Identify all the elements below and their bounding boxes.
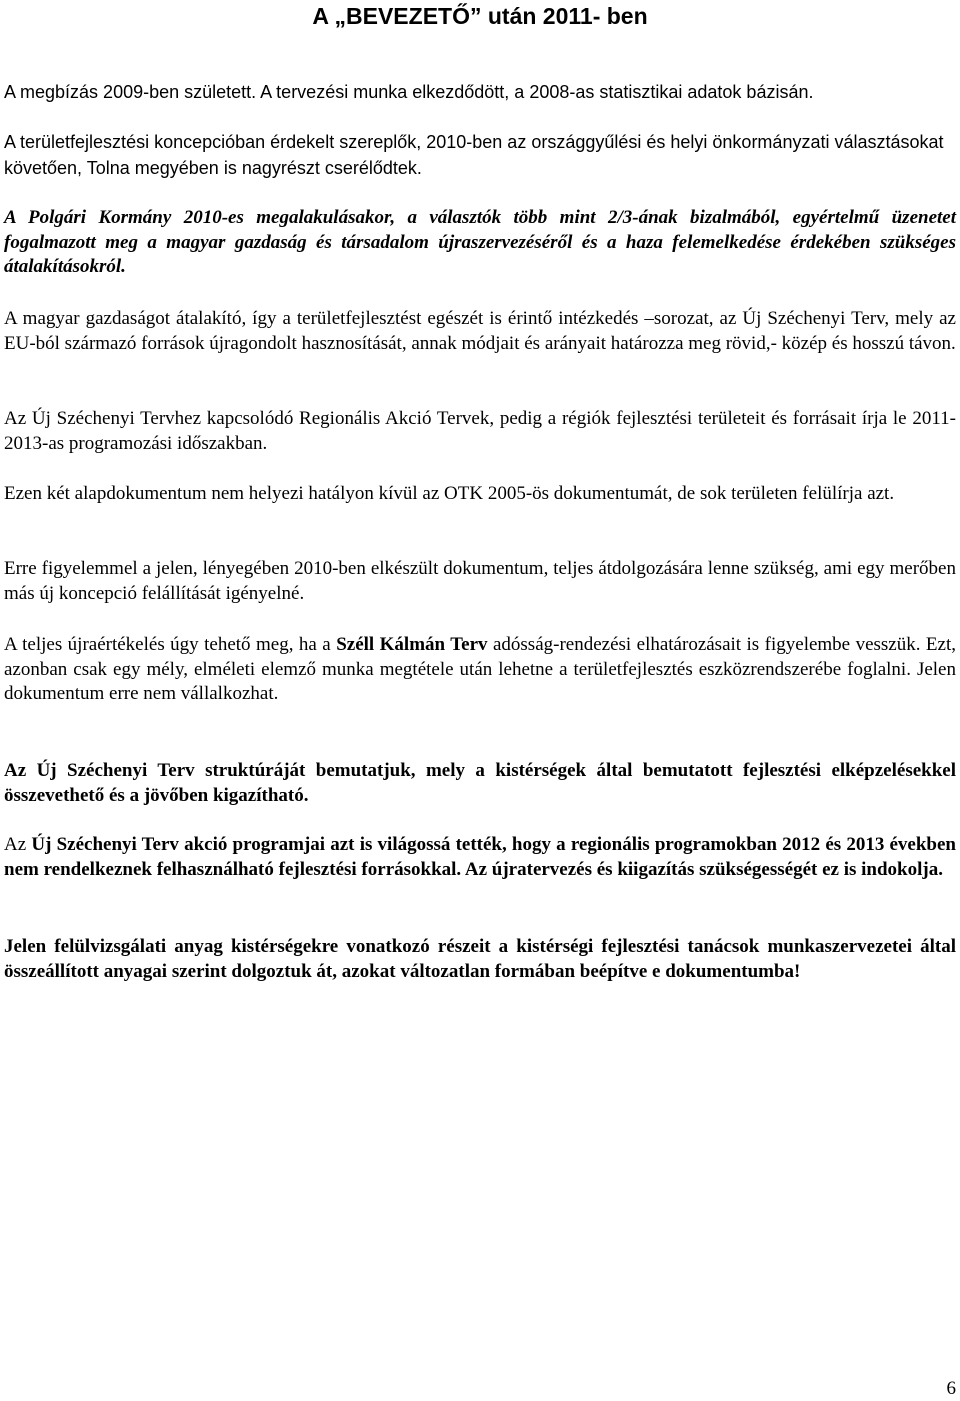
paragraph-revision: Erre figyelemmel a jelen, lényegében 2010-ben elkészült dokumentum, teljes átdolgozására lenne szükség, ami egy merőben más új koncepció felállítását igényelné. <box>4 558 956 604</box>
paragraph-otk: Ezen két alapdokumentum nem helyezi hatályon kívül az OTK 2005-ös dokumentumát, de sok területen felülírja azt. <box>4 483 895 504</box>
action-programs-text-bold: Új Széchenyi Terv akció programjai azt is világossá tették, hogy a regionális programokban 2012 és 2013 években nem rendelkeznek felhasználható fejlesztési forrásokkal. Az újratervezés és kiigazítás szükségességét ez is indokolja. <box>4 834 957 880</box>
page-title: A „BEVEZETŐ” után 2011- ben <box>312 3 648 29</box>
paragraph-review-material: Jelen felülvizsgálati anyag kistérségekre vonatkozó részeit a kistérségi fejlesztési tanácsok munkaszervezetei által összeállított anyagai szerint dolgoztuk át, azokat változatlan formában beépítve e dokumentumba! <box>4 936 956 982</box>
paragraph-mandate: A megbízás 2009-ben született. A tervezési munka elkezdődött, a 2008-as statisztikai adatok bázisán. <box>4 82 814 102</box>
paragraph-reassessment <box>4 633 956 707</box>
paragraph-structure: Az Új Széchenyi Terv struktúráját bemutatjuk, mely a kistérségek által bemutatott fejlesztési elképzelésekkel összevethető és a jövőben kigazítható. <box>4 760 956 806</box>
paragraph-regional-action-plans: Az Új Széchenyi Tervhez kapcsolódó Regionális Akció Tervek, pedig a régiók fejlesztési területeit és forrásait írja le 2011-2013-as programozási időszakban. <box>4 408 956 454</box>
paragraph-action-programs <box>4 833 956 882</box>
reassessment-text-start: A teljes újraértékelés úgy tehető meg, ha a <box>4 634 337 655</box>
paragraph-actors: A területfejlesztési koncepcióban érdekelt szereplők, 2010-ben az országgyűlési és helyi önkormányzati választásokat követően, Tolna megyében is nagyrészt cserélődtek. <box>4 132 944 178</box>
szell-kalman-plan-term: Széll Kálmán Terv <box>336 634 488 655</box>
action-programs-text-start: Az <box>4 834 32 855</box>
paragraph-government: A Polgári Kormány 2010-es megalakulásakor, a választók több mint 2/3-ának bizalmából, egyértelmű üzenetet fogalmazott meg a magyar gazdaság és társadalom újraszervezéséről és a haza felemelkedése érdekében szükséges átalakításokról. <box>4 207 956 277</box>
page-number: 6 <box>946 1378 956 1399</box>
reassessment-text-end: adósság-rendezési elhatározásait is figyelembe vesszük. Ezt, azonban csak egy mély, elméleti elemző munka megtétele után lehetne a területfejlesztés eszközrendszerébe foglalni. Jelen dokumentum erre nem vállalkozhat. <box>4 634 956 704</box>
paragraph-new-szechenyi-plan: A magyar gazdaságot átalakító, így a területfejlesztést egészét is érintő intézkedés –sorozat, az Új Széchenyi Terv, mely az EU-ból származó források újragondolt hasznosítását, annak módjait és arányait határozza meg rövid,- közép és hosszú távon. <box>4 308 956 354</box>
